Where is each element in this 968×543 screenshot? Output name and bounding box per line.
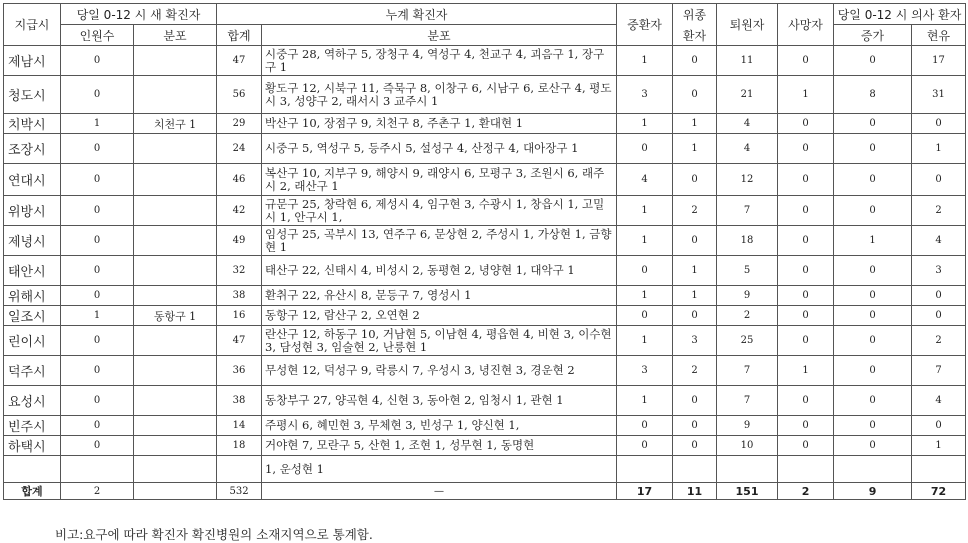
suspect-increase-cell: 0 <box>834 114 912 134</box>
deaths-cell: 0 <box>778 256 834 286</box>
empty-cell <box>61 456 134 483</box>
severe-cell: 0 <box>673 226 717 256</box>
empty-cell <box>717 456 778 483</box>
severe-cell: 3 <box>673 326 717 356</box>
district-list-cell: 태산구 22, 신태시 4, 비성시 2, 동평현 2, 녕양현 1, 대악구 1 <box>262 256 617 286</box>
deaths-cell: 0 <box>778 436 834 456</box>
confirmed-cases-table <box>3 3 966 500</box>
total-cell: 16 <box>217 306 262 326</box>
discharged-cell: 4 <box>717 134 778 164</box>
severe-cell: 0 <box>673 46 717 76</box>
table-row <box>4 226 966 256</box>
totals-dist-cell: — <box>262 483 617 500</box>
total-cell: 24 <box>217 134 262 164</box>
deaths-cell: 0 <box>778 46 834 76</box>
discharged-cell: 25 <box>717 326 778 356</box>
new-dist-cell <box>134 46 217 76</box>
deaths-cell: 0 <box>778 226 834 256</box>
overflow-district-cell: 1, 운성현 1 <box>262 456 617 483</box>
header-row-top <box>4 4 966 25</box>
header-suspect-current: 현유 <box>912 25 966 46</box>
table-row <box>4 436 966 456</box>
city-cell: 청도시 <box>4 76 61 114</box>
suspect-current-cell: 2 <box>912 196 966 226</box>
total-cell: 38 <box>217 386 262 416</box>
table-row <box>4 134 966 164</box>
district-list-cell: 환취구 22, 유산시 8, 문등구 7, 영성시 1 <box>262 286 617 306</box>
district-list-cell: 복산구 10, 지부구 9, 해양시 9, 래양시 6, 모평구 3, 조원시 6, 래주시 2, 래산구 1 <box>262 164 617 196</box>
table-row <box>4 76 966 114</box>
severe-cell: 0 <box>673 386 717 416</box>
discharged-cell: 18 <box>717 226 778 256</box>
header-new-dist: 분포 <box>134 25 217 46</box>
totals-label-cell: 합계 <box>4 483 61 500</box>
header-severe-line2: 환자 <box>682 28 707 43</box>
total-cell: 47 <box>217 326 262 356</box>
header-cumulative: 누계 확진자 <box>217 4 617 25</box>
table-row <box>4 356 966 386</box>
new-count-cell: 1 <box>61 114 134 134</box>
total-cell: 29 <box>217 114 262 134</box>
empty-cell <box>912 456 966 483</box>
city-cell: 조장시 <box>4 134 61 164</box>
discharged-cell: 2 <box>717 306 778 326</box>
suspect-increase-cell: 0 <box>834 286 912 306</box>
district-list-cell: 무성현 12, 덕성구 9, 락릉시 7, 우성시 3, 녕진현 3, 경운현 2 <box>262 356 617 386</box>
deaths-cell: 0 <box>778 134 834 164</box>
suspect-increase-cell: 0 <box>834 306 912 326</box>
header-new-count: 인원수 <box>61 25 134 46</box>
suspect-increase-cell: 0 <box>834 164 912 196</box>
new-count-cell: 0 <box>61 386 134 416</box>
empty-cell <box>778 456 834 483</box>
deaths-cell: 0 <box>778 196 834 226</box>
new-dist-cell <box>134 416 217 436</box>
city-cell: 덕주시 <box>4 356 61 386</box>
critical-cell: 1 <box>617 386 673 416</box>
deaths-cell: 0 <box>778 286 834 306</box>
critical-cell: 0 <box>617 416 673 436</box>
new-dist-cell <box>134 436 217 456</box>
deaths-cell: 1 <box>778 356 834 386</box>
suspect-current-cell: 3 <box>912 256 966 286</box>
deaths-cell: 0 <box>778 164 834 196</box>
new-dist-cell: 동항구 1 <box>134 306 217 326</box>
new-count-cell: 0 <box>61 356 134 386</box>
suspect-current-cell: 4 <box>912 226 966 256</box>
empty-cell <box>134 456 217 483</box>
total-cell: 14 <box>217 416 262 436</box>
city-cell: 린이시 <box>4 326 61 356</box>
new-count-cell: 0 <box>61 46 134 76</box>
confirmed-cases-table-wrapper <box>3 3 965 542</box>
critical-cell: 0 <box>617 134 673 164</box>
header-severe <box>673 4 717 46</box>
overflow-row <box>4 456 966 483</box>
suspect-increase-cell: 0 <box>834 436 912 456</box>
critical-cell: 1 <box>617 326 673 356</box>
critical-cell: 1 <box>617 196 673 226</box>
empty-cell <box>134 483 217 500</box>
table-row <box>4 256 966 286</box>
critical-cell: 1 <box>617 46 673 76</box>
table-row <box>4 326 966 356</box>
severe-cell: 1 <box>673 286 717 306</box>
totals-crit-cell: 17 <box>617 483 673 500</box>
new-count-cell: 0 <box>61 76 134 114</box>
new-dist-cell <box>134 226 217 256</box>
new-count-cell: 0 <box>61 226 134 256</box>
new-count-cell: 0 <box>61 196 134 226</box>
new-dist-cell: 치천구 1 <box>134 114 217 134</box>
district-list-cell: 동창부구 27, 양곡현 4, 신현 3, 동아현 2, 임청시 1, 관현 1 <box>262 386 617 416</box>
district-list-cell: 시중구 5, 역성구 5, 등주시 5, 설성구 4, 산정구 4, 대아장구 1 <box>262 134 617 164</box>
critical-cell: 3 <box>617 356 673 386</box>
severe-cell: 2 <box>673 356 717 386</box>
table-row <box>4 306 966 326</box>
suspect-increase-cell: 0 <box>834 386 912 416</box>
table-row <box>4 196 966 226</box>
table-row <box>4 286 966 306</box>
district-list-cell: 황도구 12, 시북구 11, 즉묵구 8, 이창구 6, 시남구 6, 로산구 4, 평도시 3, 성양구 2, 래서시 3 교주시 1 <box>262 76 617 114</box>
district-list-cell: 거야현 7, 모란구 5, 산현 1, 조현 1, 성무현 1, 동명현 <box>262 436 617 456</box>
deaths-cell: 0 <box>778 416 834 436</box>
city-cell: 위방시 <box>4 196 61 226</box>
severe-cell: 2 <box>673 196 717 226</box>
city-cell: 연대시 <box>4 164 61 196</box>
new-count-cell: 0 <box>61 164 134 196</box>
severe-cell: 0 <box>673 306 717 326</box>
severe-cell: 0 <box>673 164 717 196</box>
suspect-increase-cell: 0 <box>834 196 912 226</box>
suspect-increase-cell: 0 <box>834 356 912 386</box>
table-row <box>4 46 966 76</box>
city-cell: 요성시 <box>4 386 61 416</box>
header-severe-line1: 위종 <box>682 7 707 22</box>
header-city: 지급시 <box>4 4 61 46</box>
total-cell: 38 <box>217 286 262 306</box>
new-count-cell: 0 <box>61 416 134 436</box>
totals-total-cell: 532 <box>217 483 262 500</box>
suspect-increase-cell: 0 <box>834 134 912 164</box>
header-suspect-increase: 증가 <box>834 25 912 46</box>
header-critical: 중환자 <box>617 4 673 46</box>
new-dist-cell <box>134 286 217 306</box>
total-cell: 56 <box>217 76 262 114</box>
totals-new-cell: 2 <box>61 483 134 500</box>
new-count-cell: 0 <box>61 286 134 306</box>
new-dist-cell <box>134 326 217 356</box>
suspect-increase-cell: 0 <box>834 256 912 286</box>
severe-cell: 0 <box>673 436 717 456</box>
totals-row <box>4 483 966 500</box>
deaths-cell: 0 <box>778 326 834 356</box>
table-body <box>4 46 966 500</box>
header-discharged: 퇴원자 <box>717 4 778 46</box>
header-suspect: 당일 0-12 시 의사 환자 <box>834 4 966 25</box>
header-new-cases: 당일 0-12 시 새 확진자 <box>61 4 217 25</box>
discharged-cell: 7 <box>717 196 778 226</box>
severe-cell: 0 <box>673 76 717 114</box>
discharged-cell: 9 <box>717 286 778 306</box>
empty-cell <box>217 456 262 483</box>
new-dist-cell <box>134 76 217 114</box>
city-cell: 치박시 <box>4 114 61 134</box>
district-list-cell: 시중구 28, 역하구 5, 장청구 4, 역성구 4, 천교구 4, 괴음구 1, 장구구 1 <box>262 46 617 76</box>
new-count-cell: 0 <box>61 436 134 456</box>
discharged-cell: 10 <box>717 436 778 456</box>
suspect-current-cell: 1 <box>912 436 966 456</box>
empty-cell <box>617 456 673 483</box>
critical-cell: 4 <box>617 164 673 196</box>
table-row <box>4 416 966 436</box>
suspect-current-cell: 17 <box>912 46 966 76</box>
critical-cell: 1 <box>617 226 673 256</box>
table-row <box>4 386 966 416</box>
district-list-cell: 임성구 25, 곡부시 13, 연주구 6, 문상현 2, 주성시 1, 가상현 1, 금향현 1 <box>262 226 617 256</box>
city-cell: 태안시 <box>4 256 61 286</box>
critical-cell: 1 <box>617 114 673 134</box>
discharged-cell: 9 <box>717 416 778 436</box>
total-cell: 36 <box>217 356 262 386</box>
new-count-cell: 1 <box>61 306 134 326</box>
district-list-cell: 규문구 25, 창락현 6, 제성시 4, 임구현 3, 수광시 1, 창읍시 1, 고밀시 1, 안구시 1, <box>262 196 617 226</box>
severe-cell: 1 <box>673 256 717 286</box>
suspect-increase-cell: 0 <box>834 326 912 356</box>
district-list-cell: 동항구 12, 람산구 2, 오연현 2 <box>262 306 617 326</box>
severe-cell: 0 <box>673 416 717 436</box>
new-count-cell: 0 <box>61 134 134 164</box>
discharged-cell: 5 <box>717 256 778 286</box>
suspect-current-cell: 0 <box>912 286 966 306</box>
suspect-current-cell: 7 <box>912 356 966 386</box>
new-count-cell: 0 <box>61 326 134 356</box>
deaths-cell: 0 <box>778 306 834 326</box>
discharged-cell: 4 <box>717 114 778 134</box>
discharged-cell: 7 <box>717 386 778 416</box>
header-deaths: 사망자 <box>778 4 834 46</box>
city-cell: 제남시 <box>4 46 61 76</box>
severe-cell: 1 <box>673 134 717 164</box>
total-cell: 47 <box>217 46 262 76</box>
discharged-cell: 21 <box>717 76 778 114</box>
deaths-cell: 0 <box>778 114 834 134</box>
new-dist-cell <box>134 356 217 386</box>
critical-cell: 0 <box>617 306 673 326</box>
header-cum-dist: 분포 <box>262 25 617 46</box>
critical-cell: 1 <box>617 286 673 306</box>
table-row <box>4 114 966 134</box>
discharged-cell: 12 <box>717 164 778 196</box>
totals-death-cell: 2 <box>778 483 834 500</box>
new-dist-cell <box>134 386 217 416</box>
deaths-cell: 0 <box>778 386 834 416</box>
suspect-current-cell: 0 <box>912 416 966 436</box>
total-cell: 32 <box>217 256 262 286</box>
severe-cell: 1 <box>673 114 717 134</box>
empty-cell <box>4 456 61 483</box>
suspect-increase-cell: 1 <box>834 226 912 256</box>
critical-cell: 0 <box>617 256 673 286</box>
table-row <box>4 164 966 196</box>
discharged-cell: 7 <box>717 356 778 386</box>
totals-cur-cell: 72 <box>912 483 966 500</box>
suspect-increase-cell: 8 <box>834 76 912 114</box>
district-list-cell: 란산구 12, 하동구 10, 거남현 5, 이남현 4, 평읍현 4, 비현 3, 이수현 3, 담성현 3, 임술현 2, 난릉현 1 <box>262 326 617 356</box>
total-cell: 46 <box>217 164 262 196</box>
total-cell: 42 <box>217 196 262 226</box>
total-cell: 49 <box>217 226 262 256</box>
new-count-cell: 0 <box>61 256 134 286</box>
suspect-current-cell: 2 <box>912 326 966 356</box>
suspect-current-cell: 31 <box>912 76 966 114</box>
suspect-current-cell: 1 <box>912 134 966 164</box>
footnote: 비고:요구에 따라 확진자 확진병원의 소재지역으로 통계함. <box>55 527 373 542</box>
deaths-cell: 1 <box>778 76 834 114</box>
suspect-current-cell: 0 <box>912 164 966 196</box>
total-cell: 18 <box>217 436 262 456</box>
new-dist-cell <box>134 134 217 164</box>
suspect-current-cell: 0 <box>912 306 966 326</box>
new-dist-cell <box>134 196 217 226</box>
suspect-increase-cell: 0 <box>834 416 912 436</box>
new-dist-cell <box>134 164 217 196</box>
empty-cell <box>673 456 717 483</box>
district-list-cell: 주평시 6, 혜민현 3, 무체현 3, 빈성구 1, 양신현 1, <box>262 416 617 436</box>
header-cum-total: 합계 <box>217 25 262 46</box>
empty-cell <box>834 456 912 483</box>
suspect-current-cell: 0 <box>912 114 966 134</box>
city-cell: 위해시 <box>4 286 61 306</box>
new-dist-cell <box>134 256 217 286</box>
district-list-cell: 박산구 10, 장점구 9, 치천구 8, 주촌구 1, 환대현 1 <box>262 114 617 134</box>
city-cell: 일조시 <box>4 306 61 326</box>
critical-cell: 3 <box>617 76 673 114</box>
city-cell: 하택시 <box>4 436 61 456</box>
totals-dis-cell: 151 <box>717 483 778 500</box>
discharged-cell: 11 <box>717 46 778 76</box>
suspect-current-cell: 4 <box>912 386 966 416</box>
totals-sev-cell: 11 <box>673 483 717 500</box>
city-cell: 제녕시 <box>4 226 61 256</box>
critical-cell: 0 <box>617 436 673 456</box>
totals-inc-cell: 9 <box>834 483 912 500</box>
city-cell: 빈주시 <box>4 416 61 436</box>
suspect-increase-cell: 0 <box>834 46 912 76</box>
